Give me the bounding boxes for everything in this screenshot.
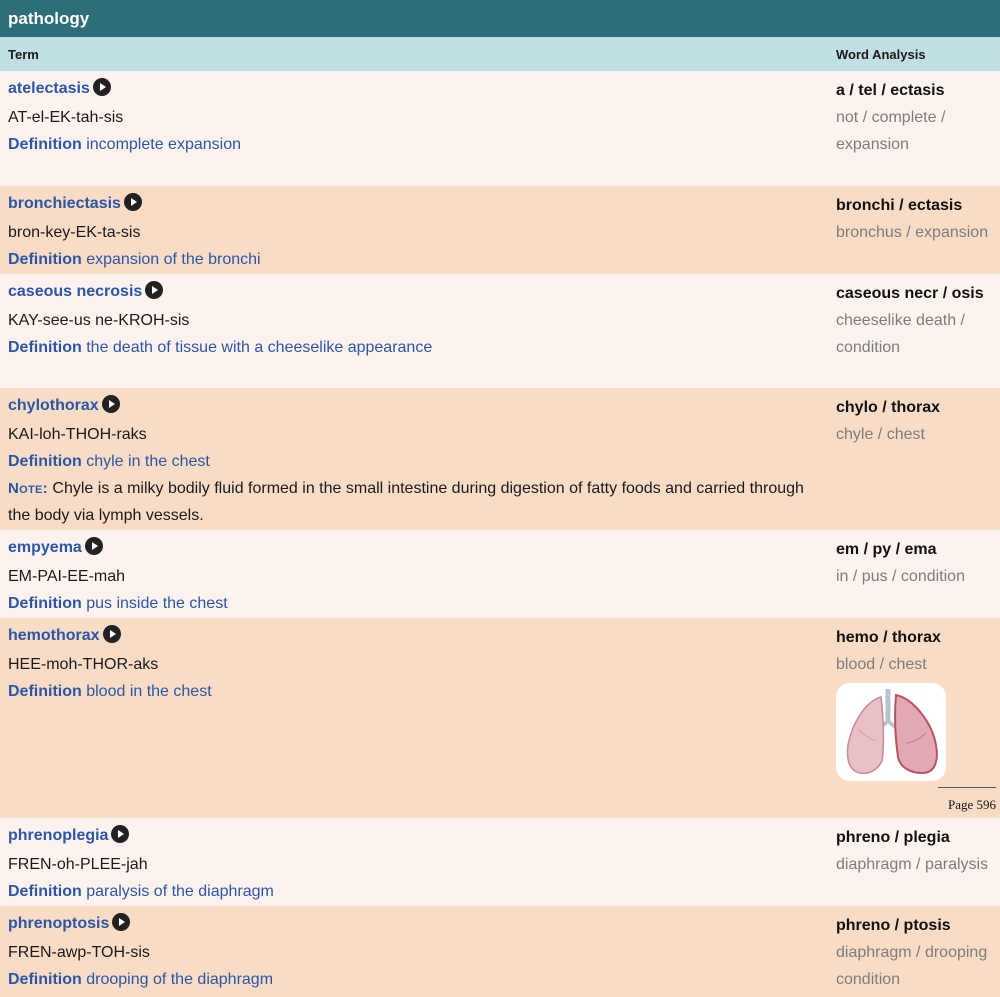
term-column-header: Term xyxy=(8,46,39,62)
word-meanings: chyle / chest xyxy=(836,426,925,443)
table-row xyxy=(0,906,1000,997)
pronunciation: AT-el-EK-tah-sis xyxy=(8,109,124,126)
definition: Definition expansion of the bronchi xyxy=(8,251,261,268)
play-audio-icon[interactable] xyxy=(124,193,142,219)
lungs-thumbnail[interactable] xyxy=(836,683,946,781)
table-row xyxy=(0,71,1000,186)
word-meanings: bronchus / expansion xyxy=(836,224,989,241)
pronunciation: KAI-loh-THOH-raks xyxy=(8,426,147,443)
section-title: pathology xyxy=(0,0,1000,37)
term-link[interactable]: empyema xyxy=(8,539,82,556)
play-audio-icon[interactable] xyxy=(103,625,121,651)
word-meanings: blood / chest xyxy=(836,656,927,673)
word-analysis-column-header: Word Analysis xyxy=(836,46,926,62)
play-audio-icon[interactable] xyxy=(85,537,103,563)
pronunciation: FREN-awp-TOH-sis xyxy=(8,944,150,961)
definition: Definition pus inside the chest xyxy=(8,595,228,612)
term-link[interactable]: caseous necrosis xyxy=(8,283,143,300)
word-parts: phreno / plegia xyxy=(836,829,950,846)
term-link[interactable]: chylothorax xyxy=(8,397,99,414)
word-meanings: in / pus / condition xyxy=(836,568,965,585)
word-meanings: cheeselike death / condition xyxy=(836,312,965,356)
definition: Definition incomplete expansion xyxy=(8,136,241,153)
pronunciation: FREN-oh-PLEE-jah xyxy=(8,856,148,873)
term-link[interactable]: atelectasis xyxy=(8,80,90,97)
page-number: Page 596 xyxy=(938,787,996,818)
word-parts: bronchi / ectasis xyxy=(836,197,963,214)
table-row xyxy=(0,274,1000,388)
word-meanings: diaphragm / drooping condition xyxy=(836,944,988,988)
word-parts: chylo / thorax xyxy=(836,399,941,416)
definition: Definition paralysis of the diaphragm xyxy=(8,883,274,900)
play-audio-icon[interactable] xyxy=(145,281,163,307)
play-audio-icon[interactable] xyxy=(111,825,129,851)
word-parts: a / tel / ectasis xyxy=(836,82,945,99)
pronunciation: bron-key-EK-ta-sis xyxy=(8,224,141,241)
word-meanings: not / complete / expansion xyxy=(836,109,946,153)
word-meanings: diaphragm / paralysis xyxy=(836,856,989,873)
table-row xyxy=(0,186,1000,274)
term-link[interactable]: phrenoplegia xyxy=(8,827,109,844)
table-row xyxy=(0,818,1000,906)
definition: Definition the death of tissue with a cheeselike appearance xyxy=(8,339,433,356)
pronunciation: KAY-see-us ne-KROH-sis xyxy=(8,312,190,329)
definition: Definition blood in the chest xyxy=(8,683,212,700)
play-audio-icon[interactable] xyxy=(93,78,111,104)
word-parts: hemo / thorax xyxy=(836,629,941,646)
word-parts: caseous necr / osis xyxy=(836,285,984,302)
note: Note: Chyle is a milky bodily fluid formed in the small intestine during digestion of fatty foods and carried through the body via lymph vessels. xyxy=(8,480,804,524)
table-row xyxy=(0,388,1000,530)
term-link[interactable]: hemothorax xyxy=(8,627,100,644)
table-row xyxy=(0,618,1000,818)
pronunciation: HEE-moh-THOR-aks xyxy=(8,656,159,673)
table-header xyxy=(0,37,1000,71)
word-parts: em / py / ema xyxy=(836,541,937,558)
definition: Definition drooping of the diaphragm xyxy=(8,971,274,988)
play-audio-icon[interactable] xyxy=(102,395,120,421)
table-row xyxy=(0,530,1000,618)
play-audio-icon[interactable] xyxy=(112,913,130,939)
term-link[interactable]: bronchiectasis xyxy=(8,195,121,212)
term-link[interactable]: phrenoptosis xyxy=(8,915,110,932)
pronunciation: EM-PAI-EE-mah xyxy=(8,568,126,585)
word-parts: phreno / ptosis xyxy=(836,917,951,934)
definition: Definition chyle in the chest xyxy=(8,453,210,470)
